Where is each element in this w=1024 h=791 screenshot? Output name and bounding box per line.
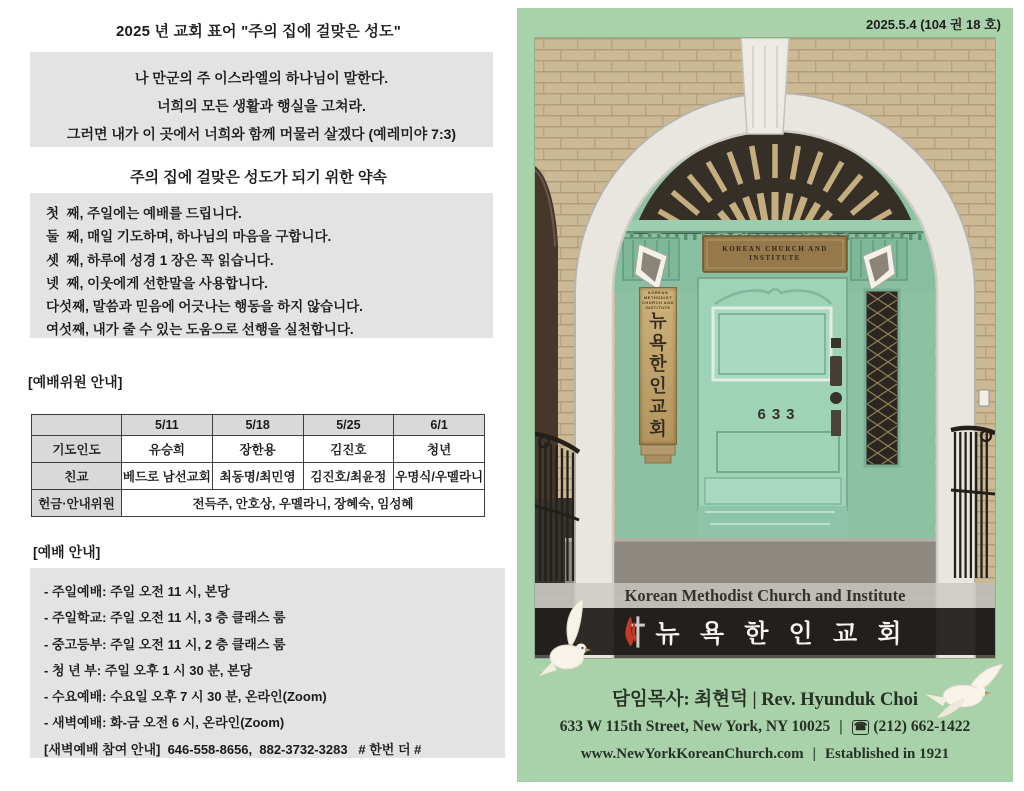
promise-item: 둘 째, 매일 기도하며, 하나님의 마음을 구합니다.: [46, 229, 332, 245]
service-item: - 주일학교: 주일 오전 11 시, 3 층 클래스 룸: [44, 610, 286, 626]
church-name-korean: 뉴 욕 한 인 교 회: [655, 620, 909, 648]
table-row: [32, 463, 485, 490]
table-cell: 장한용: [212, 436, 303, 463]
vertical-church-sign: [639, 287, 677, 445]
vertical-sign-characters: [640, 311, 676, 440]
table-cell: 베드로 남선교회: [122, 463, 213, 490]
website-url: www.NewYorkKoreanChurch.com: [580, 746, 804, 762]
promise-heading: 주의 집에 걸맞은 성도가 되기 위한 약속: [130, 169, 387, 186]
table-cell: 김진호: [303, 436, 394, 463]
scripture-line: 너희의 모든 생활과 행실을 고쳐라.: [157, 98, 366, 114]
row-label: 친교: [32, 463, 122, 490]
vertical-sign-english: KOREAN METHODIST CHURCH AND INSTITUTE: [642, 290, 674, 310]
dove-icon: [923, 660, 1007, 722]
table-header-cell: [32, 415, 122, 436]
established-text: Established in 1921: [824, 746, 950, 762]
sign-char: 인: [649, 375, 667, 396]
promise-item: 셋 째, 하루에 성경 1 장은 꼭 읽습니다.: [46, 252, 274, 268]
church-name-korean-banner: [535, 608, 995, 655]
church-entrance-photo: [535, 38, 995, 658]
issue-date: 2025.5.4 (104 권 18 호): [866, 17, 1001, 32]
phone-number: (212) 662-1422: [873, 718, 971, 735]
table-cell: 김진호/최윤정: [303, 463, 394, 490]
separator: |: [812, 746, 816, 762]
table-header-row: [32, 415, 485, 436]
service-item: - 중고등부: 주일 오전 11 시, 2 층 클래스 룸: [44, 636, 286, 652]
service-box: [30, 568, 505, 758]
sign-char: 한: [649, 354, 667, 374]
umc-cross-flame-icon: [621, 614, 647, 650]
sign-char: 교: [649, 397, 667, 417]
separator: |: [839, 718, 843, 735]
promise-box: [30, 193, 493, 338]
service-item: - 새벽예배: 화-금 오전 6 시, 온라인(Zoom): [44, 715, 285, 731]
church-name-english-banner: Korean Methodist Church and Institute: [535, 583, 995, 608]
phone-icon: ☎: [853, 721, 868, 733]
pastor-line: 담임목사: 최현덕 | Rev. Hyunduk Choi: [611, 690, 918, 710]
row-label: 헌금·안내위원: [32, 490, 122, 517]
sign-char: 뉴: [649, 311, 667, 331]
row-label: 기도인도: [32, 436, 122, 463]
cover-panel: [517, 8, 1013, 782]
table-header-cell: 5/11: [122, 415, 213, 436]
scripture-line: 나 만군의 주 이스라엘의 하나님이 말한다.: [134, 70, 389, 86]
service-item: - 주일예배: 주일 오전 11 시, 본당: [44, 584, 230, 599]
table-header-cell: 5/25: [303, 415, 394, 436]
entrance-plaque: KOREAN CHURCH AND INSTITUTE: [722, 245, 828, 262]
promise-item: 첫 째, 주일에는 예배를 드립니다.: [46, 206, 242, 221]
table-row: [32, 490, 485, 517]
promise-item: 넷 째, 이웃에게 선한말을 사용합니다.: [46, 275, 268, 291]
table-header-cell: 6/1: [394, 415, 485, 436]
table-span-cell: 전득주, 안호상, 우멜라니, 장혜숙, 임성혜: [122, 490, 485, 517]
promise-item: 여섯째, 내가 줄 수 있는 도움으로 선행을 실천합니다.: [46, 322, 354, 338]
service-item: - 청 년 부: 주일 오후 1 시 30 분, 본당: [44, 662, 253, 678]
table-cell: 우명식/우멜라니: [394, 463, 485, 490]
sign-char: 회: [649, 418, 667, 439]
motto-title: 2025 년 교회 표어 "주의 집에 걸맞은 성도": [115, 23, 402, 40]
sign-char: 욕: [649, 332, 667, 353]
table-cell: 최동명/최민영: [212, 463, 303, 490]
promise-item: 다섯째, 말씀과 믿음에 어긋나는 행동을 하지 않습니다.: [46, 299, 363, 315]
table-header-cell: 5/18: [212, 415, 303, 436]
street-address: 633 W 115th Street, New York, NY 10025: [559, 718, 831, 735]
committee-heading: [예배위원 안내]: [28, 374, 123, 390]
table-cell: 유승희: [122, 436, 213, 463]
door-number: 633: [757, 406, 801, 423]
table-cell: 청년: [394, 436, 485, 463]
service-item: - 수요예배: 수요일 오후 7 시 30 분, 온라인(Zoom): [44, 689, 327, 705]
service-item: [새벽예배 참여 안내] 646-558-8656, 882-3732-3283 # 한번 더 #: [44, 741, 422, 757]
entrance-illustration: [535, 38, 995, 658]
scripture-line: 그러면 내가 이 곳에서 너희와 함께 머물러 살겠다 (예레미야 7:3): [66, 126, 457, 142]
service-heading: [예배 안내]: [33, 544, 101, 560]
website-line: [517, 746, 1013, 763]
table-row: [32, 436, 485, 463]
committee-table: [31, 414, 485, 517]
scripture-box: [30, 52, 493, 147]
dove-icon: [539, 596, 603, 684]
